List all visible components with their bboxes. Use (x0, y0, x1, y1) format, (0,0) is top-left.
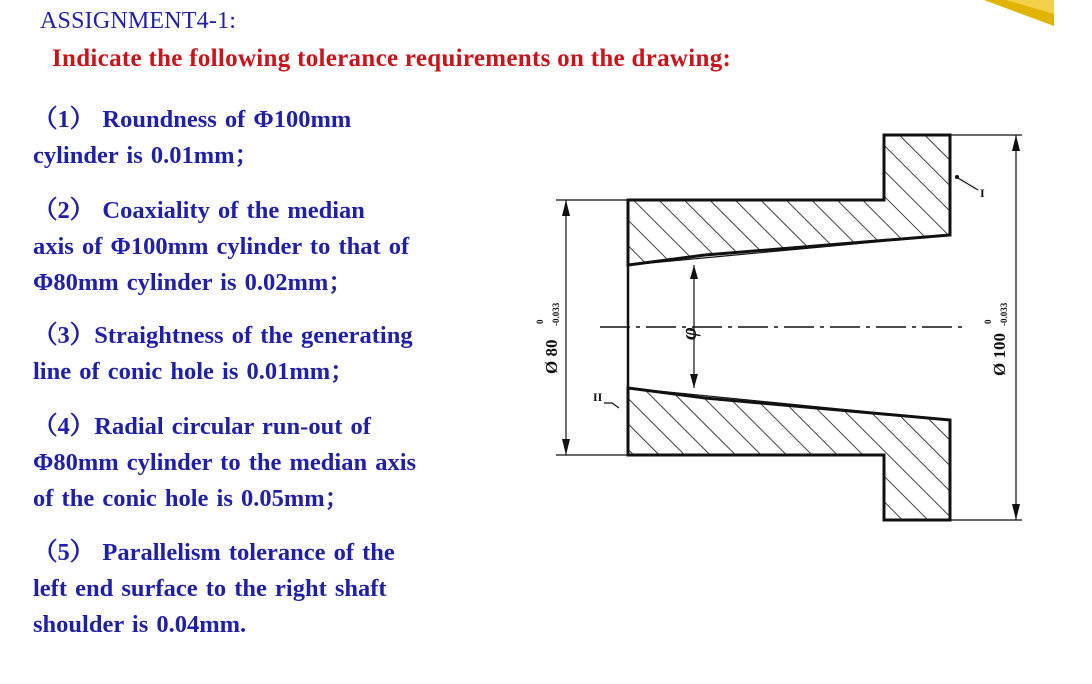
requirement-line: cylinder is 0.01mm； (33, 142, 260, 169)
requirement-line: of the conic hole is 0.05mm； (33, 485, 350, 512)
requirement-line: left end surface to the right shaft (33, 575, 387, 602)
requirement-line: （1） Roundness of Φ100mm (33, 106, 352, 133)
bore-dim-arrow-top (690, 265, 698, 279)
requirement-line: （2） Coaxiality of the median (33, 197, 365, 224)
label-II: II (593, 390, 603, 404)
bore-dim-label: φ (676, 327, 701, 340)
lower-wall-section (628, 388, 950, 520)
bore-dim-arrow-bottom (690, 374, 698, 388)
requirement-1 (33, 102, 503, 174)
left-dim-arrow-top (562, 200, 570, 216)
requirement-line: shoulder is 0.04mm. (33, 611, 247, 638)
requirement-line: （5） Parallelism tolerance of the (33, 539, 395, 566)
leader-line-I (958, 178, 978, 190)
right-dim-arrow-top (1012, 135, 1020, 151)
left-dim-upper-dev: 0 (535, 319, 545, 324)
requirement-line: axis of Φ100mm cylinder to that of (33, 233, 410, 260)
label-I: I (980, 186, 985, 200)
right-dim-arrow-bottom (1012, 504, 1020, 520)
requirement-line: Φ80mm cylinder is 0.02mm； (33, 269, 353, 296)
left-dim-label: Ø 80 (542, 339, 561, 374)
left-dim-arrow-bottom (562, 439, 570, 455)
assignment-title: ASSIGNMENT4-1: (40, 8, 237, 34)
requirement-line: （4）Radial circular run-out of (33, 413, 371, 440)
right-dim-upper-dev: 0 (983, 319, 993, 324)
requirement-2 (33, 193, 503, 301)
upper-wall-section (628, 135, 950, 265)
leader-dot-I (955, 175, 959, 179)
right-dim-label: Ø 100 (990, 333, 1009, 376)
part-drawing (520, 128, 1040, 528)
left-dim-lower-dev: -0.033 (551, 302, 561, 326)
instruction-subtitle: Indicate the following tolerance requirements on the drawing: (52, 45, 732, 72)
requirement-line: （3）Straightness of the generating (33, 322, 413, 349)
requirement-5 (33, 535, 503, 643)
requirement-line: line of conic hole is 0.01mm； (33, 358, 355, 385)
requirement-4 (33, 409, 503, 517)
right-dim-lower-dev: -0.033 (999, 302, 1009, 326)
corner-decoration (984, 0, 1054, 26)
leader-line-II (604, 403, 619, 408)
requirement-3 (33, 318, 503, 390)
requirement-line: Φ80mm cylinder to the median axis (33, 449, 417, 476)
